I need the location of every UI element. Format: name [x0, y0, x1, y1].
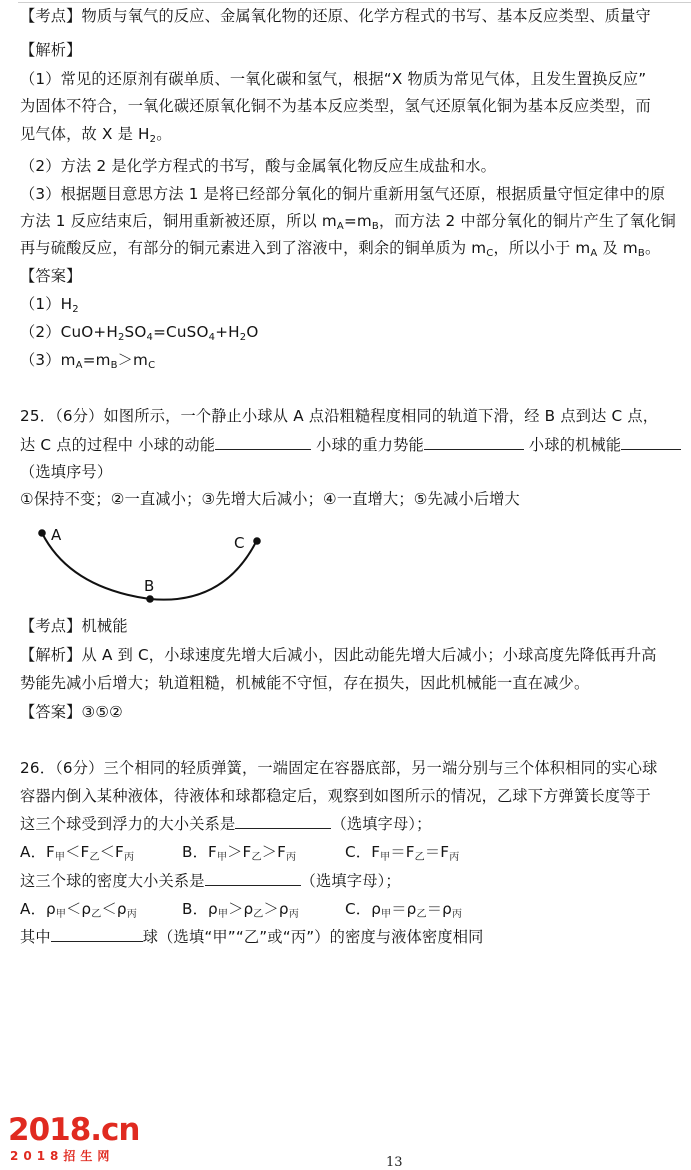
q24-p1-line2: 为固体不符合，一氧化碳还原氧化铜不为基本反应类型，氢气还原氧化铜为基本反应类型，而	[20, 97, 651, 115]
q26-question3: 其中 球（选填“甲”“乙”或“丙”）的密度与液体密度相同	[20, 928, 484, 946]
q26-blank-buoyancy[interactable]	[235, 813, 331, 829]
q24-answer-2: $(2)CuO+H_2SO_4=CuSO_4+H_2O$	[20, 323, 259, 343]
point-c-label: C	[234, 534, 245, 552]
point-a-dot	[38, 529, 46, 537]
q24-answer-1: $(1)H_2$	[20, 295, 79, 315]
q26-q2-option-c: C．$\rho_甲=\rho_乙=\rho_丙$	[345, 900, 463, 920]
q26-q1-option-c: C．$F_甲=F_乙=F_丙$	[345, 843, 460, 863]
q24-daan-label: 【答案】	[20, 267, 82, 285]
watermark-sub: 2018招生网	[10, 1149, 115, 1163]
q26-stem-line2: 容器内倒入某种液体，待液体和球都稳定后，观察到如图所示的情况，乙球下方弹簧长度等于	[20, 787, 651, 805]
q26-blank-ball[interactable]	[51, 926, 143, 942]
q24-p3-line3: 再与硫酸反应，有部分的铜元素进入到了溶液中，剩余的铜单质为 $m_C$，所以小于 $m_A$ 及 $m_B$。	[20, 239, 661, 259]
q25-jiexi-line1: 【解析】从 A 到 C，小球速度先增大后减小，因此动能先增大后减小；小球高度先降低再升高	[20, 646, 657, 664]
q26-question2: 这三个球的密度大小关系是 （选填字母）；	[20, 872, 401, 890]
q25-blank-kinetic[interactable]	[215, 434, 311, 450]
q26-q2-option-a: A．$\rho_甲<\rho_乙<\rho_丙$	[20, 900, 137, 920]
top-rule	[18, 2, 691, 3]
point-b-dot	[146, 595, 154, 603]
q24-jiexi-label: 【解析】	[20, 41, 82, 59]
page-number: 13	[386, 1155, 403, 1170]
q24-p1-line3: 见气体，故 X 是 $H_2$。	[20, 125, 172, 145]
q25-stem-line3: （选填序号）	[20, 463, 113, 481]
q24-p3-line1: （3）根据题目意思方法 1 是将已经部分氧化的铜片重新用氢气还原，根据质量守恒定律中的原	[20, 185, 666, 203]
q25-blank-potential[interactable]	[424, 434, 524, 450]
q25-daan: 【答案】③⑤②	[20, 703, 123, 721]
point-b-label: B	[144, 577, 155, 595]
q26-q1-option-b: B．$F_甲>F_乙>F_丙$	[182, 843, 297, 863]
q24-p2: （2）方法 2 是化学方程式的书写，酸与金属氧化物反应生成盐和水。	[20, 157, 497, 175]
watermark-main: 2018.cn	[8, 1112, 140, 1148]
track-figure	[30, 518, 270, 608]
q25-stem-line1: 25．（6分）如图所示，一个静止小球从 A 点沿粗糙程度相同的轨道下滑，经 B 点到达 C 点，	[20, 407, 659, 425]
q26-q1-option-a: A．$F_甲<F_乙<F_丙$	[20, 843, 135, 863]
point-a-label: A	[51, 526, 62, 544]
watermark-logo	[8, 1112, 168, 1168]
q25-kaodian: 【考点】机械能	[20, 617, 128, 635]
q24-p3-line2: 方法 1 反应结束后，铜用重新被还原，所以 $m_A=m_B$，而方法 2 中部分氧化的铜片产生了氧化铜	[20, 212, 676, 232]
q24-p1-line1: （1）常见的还原剂有碳单质、一氧化碳和氢气，根据“X 物质为常见气体，且发生置换反应”	[20, 70, 647, 88]
q26-question1: 这三个球受到浮力的大小关系是 （选填字母）；	[20, 815, 432, 833]
q25-stem-line2: 达 C 点的过程中 小球的动能 小球的重力势能 小球的机械能	[20, 434, 681, 455]
q24-answer-3: $(3)m_A=m_B>m_C$	[20, 351, 156, 371]
point-c-dot	[253, 537, 261, 545]
q25-options: ①保持不变；②一直减小；③先增大后减小；④一直增大；⑤先减小后增大	[20, 490, 520, 508]
q24-kaodian: 【考点】物质与氧气的反应、金属氧化物的还原、化学方程式的书写、基本反应类型、质量守	[20, 7, 651, 25]
q26-stem-line1: 26．（6分）三个相同的轻质弹簧，一端固定在容器底部，另一端分别与三个体积相同的实心球	[20, 759, 658, 777]
q26-blank-density[interactable]	[205, 870, 301, 886]
q25-blank-mechanical[interactable]	[621, 434, 681, 450]
q26-q2-option-b: B．$\rho_甲>\rho_乙>\rho_丙$	[182, 900, 299, 920]
q25-jiexi-line2: 势能先减小后增大；轨道粗糙，机械能不守恒，存在损失，因此机械能一直在减少。	[20, 674, 590, 692]
